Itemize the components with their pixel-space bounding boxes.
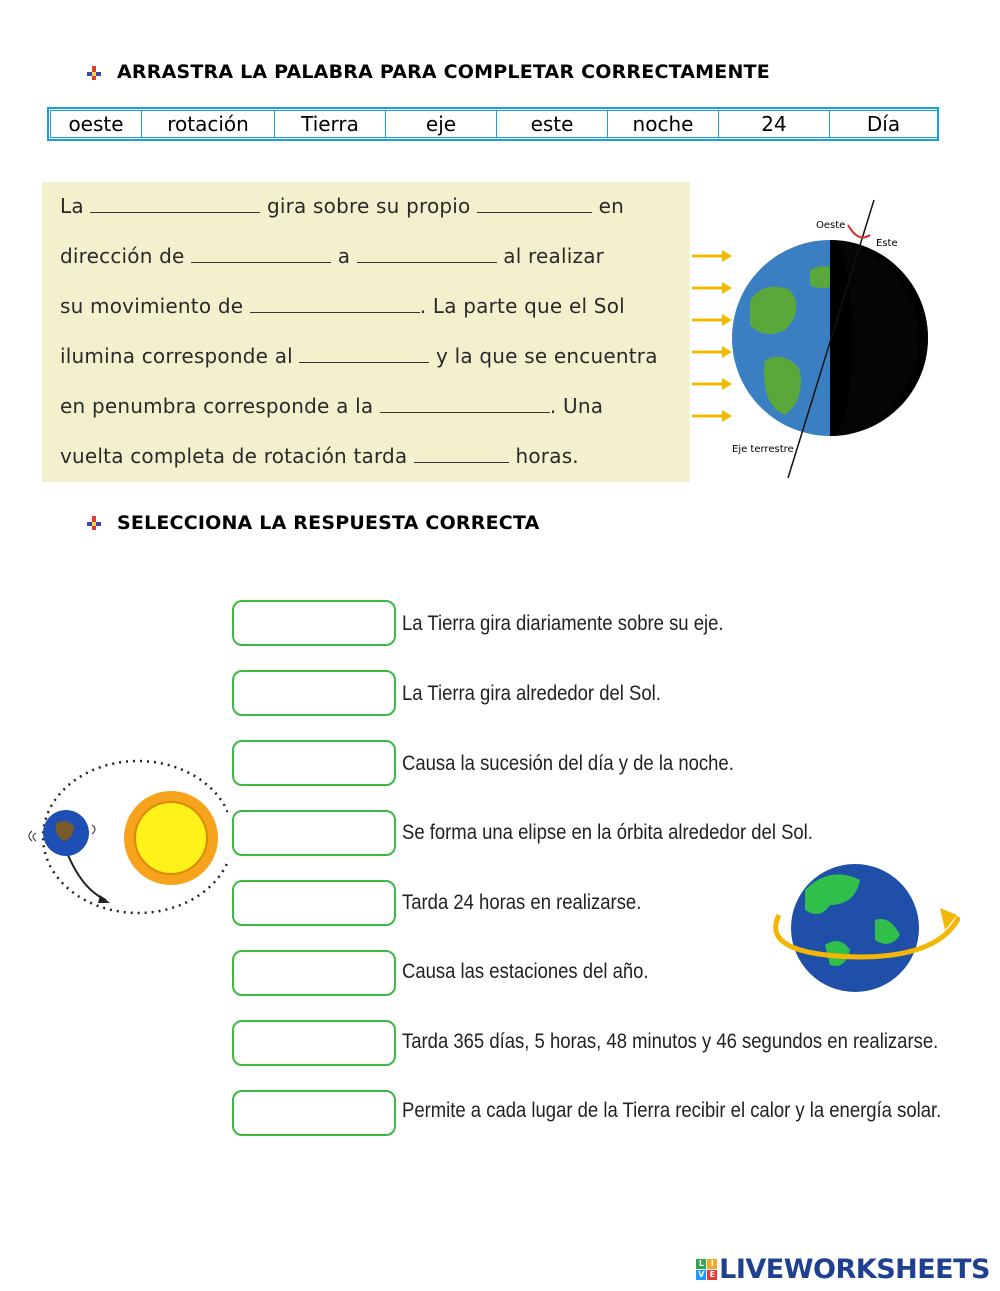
answer-box-1[interactable] [232, 600, 396, 646]
bullet-icon [86, 65, 102, 81]
brand-logo-icon: L I V E [696, 1259, 717, 1280]
label-oeste: Oeste [816, 220, 846, 231]
answer-box-2[interactable] [232, 670, 396, 716]
word-bank [47, 107, 939, 141]
blank-drop-2[interactable] [477, 194, 592, 213]
section1-heading: ARRASTRA LA PALABRA PARA COMPLETAR CORRECTAMENTE [117, 61, 770, 83]
orbit-arrow-icon [68, 855, 106, 900]
fill-in-paragraph [42, 182, 690, 482]
liveworksheets-logo [696, 1254, 990, 1285]
section2-heading: SELECCIONA LA RESPUESTA CORRECTA [117, 512, 540, 534]
statement-7: Tarda 365 días, 5 horas, 48 minutos y 46 segundos en realizarse. [402, 1030, 939, 1053]
statement-8: Permite a cada lugar de la Tierra recibir el calor y la energía solar. [402, 1099, 942, 1122]
paragraph-line: dirección de a al realizar [60, 244, 605, 268]
answer-box-6[interactable] [232, 950, 396, 996]
word-noche[interactable]: noche [607, 110, 718, 138]
label-este: Este [876, 238, 898, 249]
blank-drop-8[interactable] [414, 444, 509, 463]
paragraph-line: ilumina corresponde al y la que se encuentra [60, 344, 658, 368]
word-oeste[interactable]: oeste [50, 110, 141, 138]
answer-box-8[interactable] [232, 1090, 396, 1136]
blank-drop-5[interactable] [250, 294, 420, 313]
statement-3: Causa la sucesión del día y de la noche. [402, 752, 734, 775]
answer-box-5[interactable] [232, 880, 396, 926]
word-este[interactable]: este [496, 110, 607, 138]
rotation-arrow-icon [848, 225, 870, 237]
blank-drop-7[interactable] [380, 394, 550, 413]
paragraph-line: La gira sobre su propio en [60, 194, 624, 218]
statement-2: La Tierra gira alrededor del Sol. [402, 682, 661, 705]
answer-box-4[interactable] [232, 810, 396, 856]
statement-4: Se forma una elipse en la órbita alrededor del Sol. [402, 821, 813, 844]
paragraph-line: su movimiento de . La parte que el Sol [60, 294, 625, 318]
rotating-earth-illustration [765, 860, 960, 1000]
word-dia[interactable]: Día [829, 110, 938, 138]
paragraph-line: en penumbra corresponde a la . Una [60, 394, 604, 418]
statement-5: Tarda 24 horas en realizarse. [402, 891, 642, 914]
earth-rotation-diagram [690, 190, 935, 482]
word-24[interactable]: 24 [718, 110, 829, 138]
sunlight-arrows-icon [692, 250, 732, 422]
label-eje-terrestre: Eje terrestre [732, 444, 794, 455]
answer-box-3[interactable] [232, 740, 396, 786]
blank-drop-1[interactable] [90, 194, 260, 213]
bullet-icon [86, 515, 102, 531]
earth-globe-icon [732, 240, 928, 436]
brand-name: LIVEWORKSHEETS [719, 1254, 990, 1285]
paragraph-line: vuelta completa de rotación tarda horas. [60, 444, 579, 468]
statement-6: Causa las estaciones del año. [402, 960, 649, 983]
word-eje[interactable]: eje [385, 110, 496, 138]
orbit-illustration [28, 755, 228, 920]
earth-globe-icon [791, 864, 919, 992]
blank-drop-4[interactable] [357, 244, 497, 263]
earth-small-icon [29, 810, 95, 856]
blank-drop-3[interactable] [191, 244, 331, 263]
blank-drop-6[interactable] [299, 344, 429, 363]
answer-box-7[interactable] [232, 1020, 396, 1066]
statement-1: La Tierra gira diariamente sobre su eje. [402, 612, 724, 635]
word-tierra[interactable]: Tierra [274, 110, 385, 138]
word-rotacion[interactable]: rotación [141, 110, 274, 138]
sun-icon [124, 791, 218, 885]
